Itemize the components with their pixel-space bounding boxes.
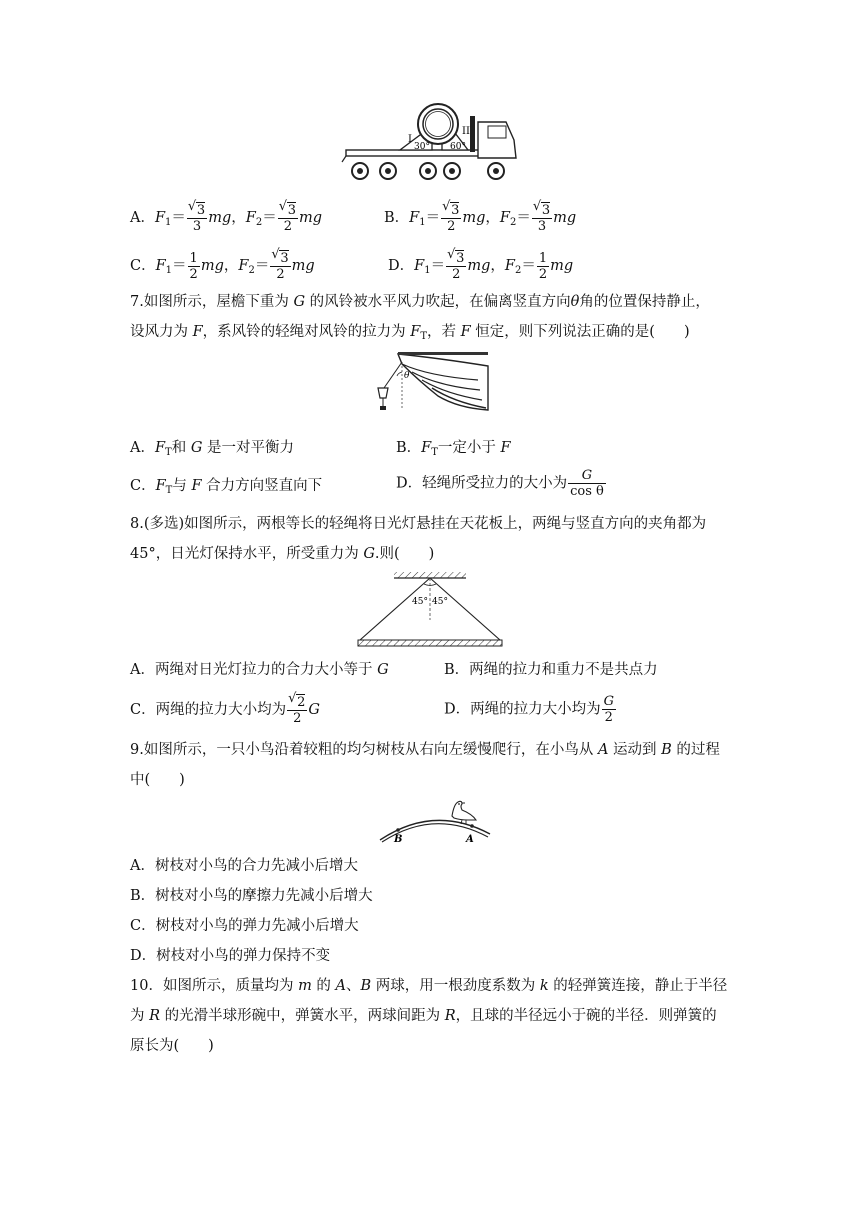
q10-stem-line1: 10．如图所示，质量均为 m 的 A、B 两球，用一根劲度系数为 k 的轻弹簧连接，静止于半径 bbox=[130, 978, 728, 994]
theta-label: θ bbox=[404, 371, 410, 381]
q8-option-a[interactable]: A．两绳对日光灯拉力的合力大小等于 G bbox=[130, 662, 389, 678]
angle-60: 60° bbox=[450, 142, 466, 152]
truck-figure bbox=[338, 96, 522, 184]
q7-stem-line2: 设风力为 F，系风铃的轻绳对风铃的拉力为 $F_T$，若 F 恒定，则下列说法正确的是( ) bbox=[130, 324, 690, 342]
bird-branch-figure bbox=[376, 794, 496, 846]
q7-option-d[interactable]: D．轻绳所受拉力的大小为 $\frac{G}{\text{cos θ}}$ bbox=[396, 468, 604, 499]
label-II: II bbox=[462, 126, 470, 137]
q7-option-a[interactable]: A．$F_T$和 G 是一对平衡力 bbox=[130, 440, 295, 458]
q8-stem-line1: 8.(多选)如图所示，两根等长的轻绳将日光灯悬挂在天花板上，两绳与竖直方向的夹角都为 bbox=[130, 516, 707, 532]
wind-chime-figure bbox=[368, 350, 492, 418]
point-b-label: B bbox=[394, 834, 403, 845]
q6-option-a[interactable]: A．$F_1=$ √ $\frac{3}{3}$ mg，$F_2=$ √ $\frac{3}{2}$ mg bbox=[130, 202, 322, 234]
lamp-figure bbox=[356, 570, 504, 650]
q10-stem-line3: 原长为( ) bbox=[130, 1038, 214, 1054]
q9-option-a[interactable]: A．树枝对小鸟的合力先减小后增大 bbox=[130, 858, 358, 874]
point-a-label: A bbox=[466, 834, 474, 845]
q8-option-c[interactable]: C．两绳的拉力大小均为 √ $\frac{2}{2}$ G bbox=[130, 694, 320, 726]
q8-stem-line2: 45°，日光灯保持水平，所受重力为 G.则( ) bbox=[130, 546, 435, 562]
q8-option-b[interactable]: B．两绳的拉力和重力不是共点力 bbox=[444, 662, 658, 678]
q9-option-b[interactable]: B．树枝对小鸟的摩擦力先减小后增大 bbox=[130, 888, 373, 904]
angle-left-label: 45° bbox=[412, 597, 428, 607]
q9-option-d[interactable]: D．树枝对小鸟的弹力保持不变 bbox=[130, 948, 331, 964]
label-I: I bbox=[408, 134, 412, 145]
q7-option-b[interactable]: B．$F_T$一定小于 F bbox=[396, 440, 511, 458]
angle-right-label: 45° bbox=[432, 597, 448, 607]
q7-option-c[interactable]: C．$F_T$与 F 合力方向竖直向下 bbox=[130, 478, 323, 496]
q6-option-d[interactable]: D．$F_1=$ √ $\frac{3}{2}$ mg，$F_2=$ $\frac{1}{2}$ mg bbox=[388, 250, 573, 282]
angle-30: 30° bbox=[414, 142, 430, 152]
q6-option-c[interactable]: C．$F_1=$ $\frac{1}{2}$ mg，$F_2=$ √ $\frac{3}{2}$ mg bbox=[130, 250, 315, 282]
q7-stem-line1: 7.如图所示，屋檐下重为 G 的风铃被水平风力吹起，在偏离竖直方向θ角的位置保持静止， bbox=[130, 294, 710, 310]
q9-option-c[interactable]: C．树枝对小鸟的弹力先减小后增大 bbox=[130, 918, 359, 934]
q9-stem-line2: 中( ) bbox=[130, 772, 185, 788]
q8-option-d[interactable]: D．两绳的拉力大小均为 $\frac{G}{2}$ bbox=[444, 694, 615, 725]
q10-stem-line2: 为 R 的光滑半球形碗中，弹簧水平，两球间距为 R，且球的半径远小于碗的半径．则弹簧的 bbox=[130, 1008, 717, 1024]
q9-stem-line1: 9.如图所示，一只小鸟沿着较粗的均匀树枝从右向左缓慢爬行，在小鸟从 A 运动到 B 的过程 bbox=[130, 742, 720, 758]
q6-option-b[interactable]: B．$F_1=$ √ $\frac{3}{2}$ mg，$F_2=$ √ $\frac{3}{3}$ mg bbox=[384, 202, 576, 234]
